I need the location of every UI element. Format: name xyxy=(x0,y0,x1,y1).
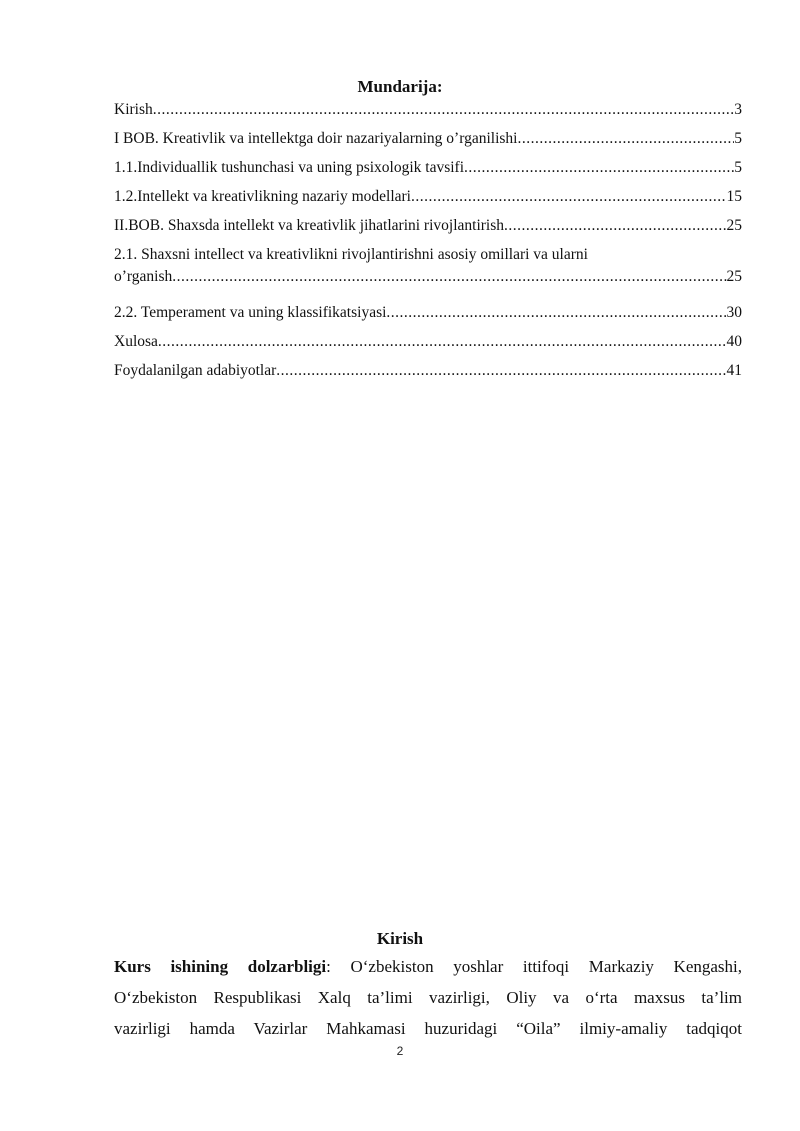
toc-leader-dots xyxy=(172,267,726,287)
toc-entry-page: 5 xyxy=(734,159,742,176)
toc-entry[interactable] xyxy=(114,303,742,332)
page-number: 2 xyxy=(396,1044,404,1058)
toc-title: Mundarija: xyxy=(357,77,443,96)
toc-leader-dots xyxy=(411,187,727,207)
toc-entry[interactable] xyxy=(114,332,742,361)
toc-entry-text-line1: 2.1. Shaxsni intellect va kreativlikni rivojlantirishni asosiy omillari va ularni xyxy=(114,246,588,263)
toc-entry-page: 15 xyxy=(726,188,742,205)
body-paragraph xyxy=(114,951,742,1044)
toc-entry-page: 25 xyxy=(726,217,742,234)
toc-entry[interactable] xyxy=(114,187,742,216)
toc-entry[interactable] xyxy=(114,216,742,245)
toc-leader-dots xyxy=(517,129,734,149)
toc-leader-dots xyxy=(158,332,727,352)
toc-entry[interactable] xyxy=(114,129,742,158)
table-of-contents xyxy=(114,100,742,390)
paragraph-line xyxy=(114,951,742,982)
toc-entry-page: 30 xyxy=(726,304,742,321)
toc-entry-page: 41 xyxy=(726,362,742,379)
toc-entry-text: Xulosa xyxy=(114,333,158,350)
toc-entry-text-line2: o’rganish xyxy=(114,268,173,285)
toc-leader-dots xyxy=(153,100,735,120)
toc-entry[interactable] xyxy=(114,158,742,187)
paragraph-lead: Kurs ishining dolzarbligi xyxy=(114,957,327,976)
section-title: Kirish xyxy=(376,929,424,948)
toc-entry-page: 40 xyxy=(726,333,742,350)
toc-entry-text: II.BOB. Shaxsda intellekt va kreativlik jihatlarini rivojlantirish xyxy=(114,217,505,234)
toc-leader-dots xyxy=(276,361,726,381)
toc-entry-page: 5 xyxy=(734,130,742,147)
toc-leader-dots xyxy=(464,158,734,178)
toc-entry-page: 25 xyxy=(726,268,742,285)
toc-entry-text: 1.2.Intellekt va kreativlikning nazariy modellari xyxy=(114,188,411,205)
toc-entry-page: 3 xyxy=(734,101,742,118)
toc-entry[interactable] xyxy=(114,245,742,303)
paragraph-line-text: : O‘zbekiston yoshlar ittifoqi Markaziy Kengashi, xyxy=(326,957,742,976)
toc-leader-dots xyxy=(504,216,726,236)
toc-entry[interactable] xyxy=(114,100,742,129)
toc-entry-text: Kirish xyxy=(114,101,153,118)
toc-entry-text: Foydalanilgan adabiyotlar xyxy=(114,362,277,379)
toc-entry-text: 2.2. Temperament va uning klassifikatsiyasi xyxy=(114,304,387,321)
paragraph-line: vazirligi hamda Vazirlar Mahkamasi huzuridagi “Oila” ilmiy-amaliy tadqiqot xyxy=(114,1019,742,1038)
toc-entry-text: 1.1.Individuallik tushunchasi va uning psixologik tavsifi xyxy=(114,159,465,176)
toc-entry-text: I BOB. Kreativlik va intellektga doir nazariyalarning o’rganilishi xyxy=(114,130,518,147)
toc-leader-dots xyxy=(386,303,726,323)
paragraph-line: O‘zbekiston Respublikasi Xalq ta’limi vazirligi, Oliy va o‘rta maxsus ta’lim xyxy=(114,988,742,1007)
toc-entry[interactable] xyxy=(114,361,742,390)
